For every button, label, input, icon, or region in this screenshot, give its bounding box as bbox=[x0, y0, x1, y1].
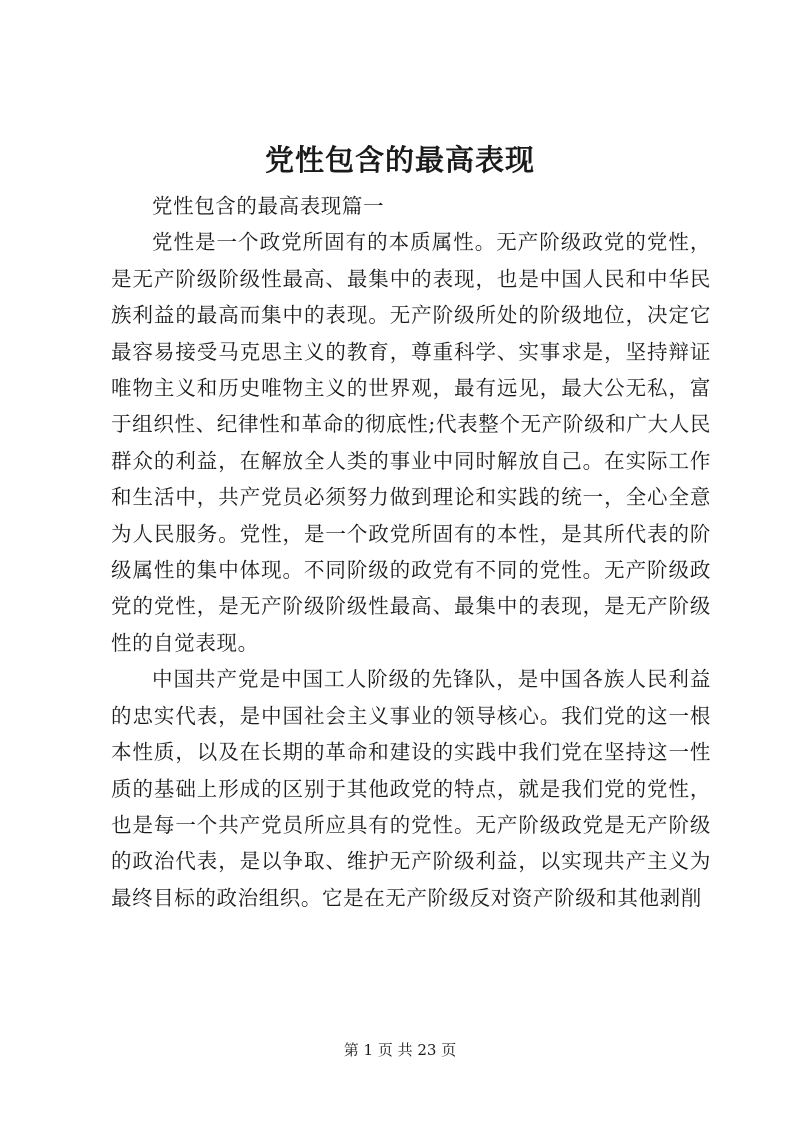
document-body bbox=[111, 188, 711, 916]
section-subheading: 党性包含的最高表现篇一 bbox=[152, 194, 385, 218]
page-title: 党性包含的最高表现 bbox=[264, 143, 535, 177]
paragraph-1: 党性是一个政党所固有的本质属性。无产阶级政党的党性，是无产阶级阶级性最高、最集中的表现，也是中国人民和中华民族利益的最高而集中的表现。无产阶级所处的阶级地位，决定它最容易接受马克思主义的教育，尊重科学、实事求是，坚持辩证唯物主义和历史唯物主义的世界观，最有远见，最大公无私，富于组织性、纪律性和革命的彻底性;代表整个无产阶级和广大人民群众的利益，在解放全人类的事业中同时解放自己。在实际工作和生活中，共产党员必须努力做到理论和实践的统一，全心全意为人民服务。党性，是一个政党所固有的本性，是其所代表的阶级属性的集中体现。不同阶级的政党有不同的党性。无产阶级政党的党性，是无产阶级阶级性最高、最集中的表现，是无产阶级性的自觉表现。 bbox=[111, 230, 711, 655]
paragraph-2: 中国共产党是中国工人阶级的先锋队，是中国各族人民利益的忠实代表，是中国社会主义事业的领导核心。我们党的这一根本性质，以及在长期的革命和建设的实践中我们党在坚持这一性质的基础上形成的区别于其他政党的特点，就是我们党的党性，也是每一个共产党员所应具有的党性。无产阶级政党是无产阶级的政治代表，是以争取、维护无产阶级利益，以实现共产主义为最终目标的政治组织。它是在无产阶级反对资产阶级和其他剥削 bbox=[111, 667, 711, 910]
page-number-footer: 第 1 页 共 23 页 bbox=[343, 1041, 457, 1059]
